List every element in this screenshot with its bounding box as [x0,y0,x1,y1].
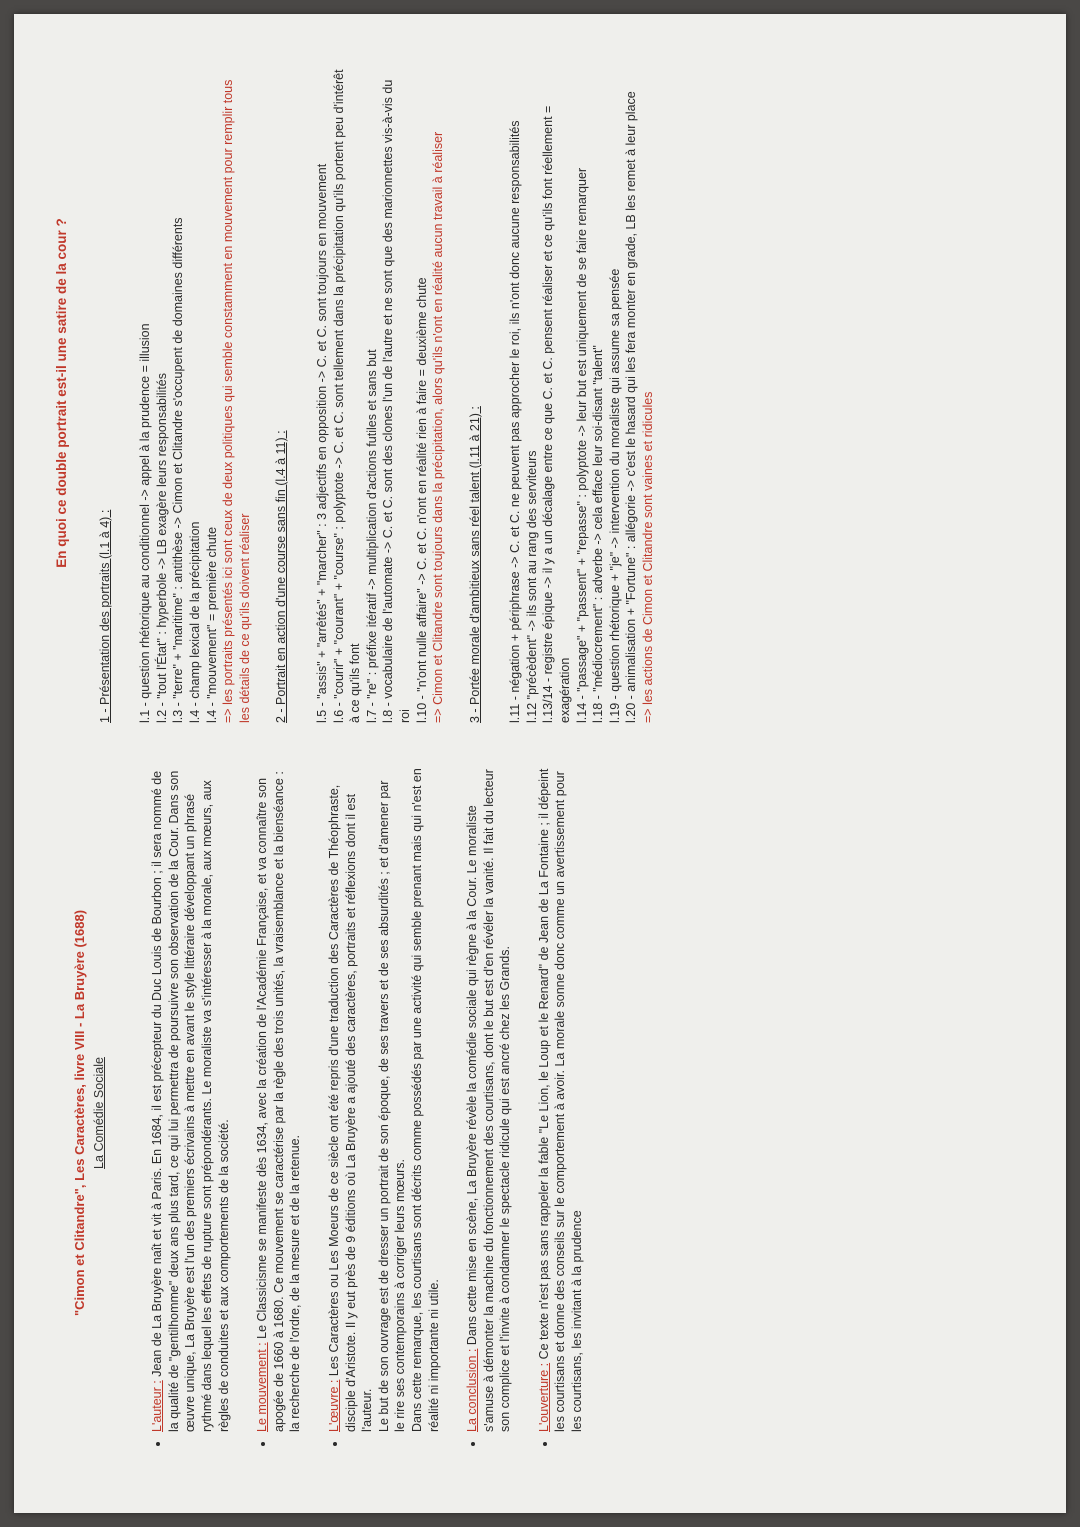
bullet-paragraph: Dans cette remarque, les courtisans sont décrits comme possédés par une activité qui semble prenant mais qui n'est en réalité ni importante ni utile. [409,768,441,1432]
bullet-author [149,768,232,1432]
analysis-line: l.19 - question rhétorique + "je" -> intervention du moraliste qui assume sa pensée [607,268,622,723]
paper-sheet [14,14,1066,1513]
bullet-text: Le Classicisme se manifeste dès 1634, avec la création de l'Académie Française, et va connaître son apogée de 1660 à 1680. Ce mouvement se caractérise par la règle des trois unités, la vraisemblance et la bienséance : la recherche de l'ordre, de la mesure et de la retenue. [255,771,303,1432]
analysis-line: l.5 - "assis" + "arrêtés" + "marcher" : 3 adjectifs en opposition -> C. et C. sont toujours en mouvement [314,163,329,723]
analysis-line: l.18 - "médiocrement" : adverbe -> cela efface leur soi-disant "talent" [591,345,606,723]
section-conclusion: => les actions de Cimon et Clitandre sont vaines et ridicules [641,391,656,723]
section-conclusion: => Cimon et Clitandre sont toujours dans la précipitation, alors qu'ils n'ont en réalité aucun travail à réaliser [431,131,446,723]
right-column [14,63,657,723]
analysis-line: l.6 - "courir" + "courant" + "course" : polyptote -> C. et C. sont tellement dans la précipitation qu'ils portent peu d'intérêt à ce qu'ils font [331,69,363,723]
bullet-paragraph: Le but de son ouvrage est de dresser un portrait de son époque, de ses travers et de ses absurdités ; et d'amener par le rire ses contemporains à corriger leurs mœurs. [376,780,408,1432]
bullet-label: Le mouvement : [255,1342,270,1432]
section-heading: 3 - Portée morale d'ambitieux sans réel talent (l.11 à 21) : [467,406,482,723]
bullet-text: Jean de La Bruyère naît et vit à Paris. En 1684, il est précepteur du Duc Louis de Bourbon ; il sera nommé de la qualité de "gentilhomme" deux ans plus tard, ce qui lui permettra de poursuivre son observation de la Cour. Dans son œuvre unique, La Bruyère est l'un des premiers écrivains à mettre en avant le style littéraire développant un phrasé rythmé dans lequel les effets de rupture sont prépondérants. Le moraliste va s'intéresser à la morale, aux mœurs, aux règles de conduites et aux comportements de la société. [150,770,231,1432]
analysis-line: l.2 - "tout l'État" : hyperbole -> LB exagère leurs responsabilités [154,373,169,723]
analysis-line: l.20 - animalisation + "Fortune" : allégorie -> c'est le hasard qui les fera monter en grade, LB les remet à leur place [624,91,639,723]
analysis-line: l.10 - "n'ont nulle affaire" -> C. et C. n'ont en réalité rien à faire = deuxième chute [414,277,429,723]
section-heading: 1 - Présentation des portraits (l.1 à 4) : [97,509,112,723]
bullet-label: L'œuvre : [326,1379,341,1432]
bullet-text: Dans cette mise en scène, La Bruyère révèle la comédie sociale qui règne à la Cour. Le moraliste s'amuse à démonter la machine du fonctionnement des courtisans, dont le but est d'en révéler la vanité. Il fait du lecteur son complice et l'invite à condamner le spectacle ridicule qui est ancré chez les Grands. [465,769,513,1432]
bullet-work [326,768,442,1432]
analysis-line: l.14 - "passage" + "passent" + "repasse" : polyptote -> leur but est uniquement de se faire remarquer [574,167,589,723]
bullet-movement [254,768,304,1432]
bullet-label: La conclusion : [465,1348,480,1432]
analysis-line: l.8 - vocabulaire de l'automate -> C. et C. sont des clones l'un de l'autre et ne sont que des marionnettes vis-à-vis du roi [381,79,412,723]
bullet-opening [536,768,586,1432]
bullet-text: Les Caractères ou Les Moeurs de ce siècle ont été repris d'une traduction des Caractères de Théophraste, disciple d'Aristote. Il y eut près de 9 éditions où La Bruyère a ajouté des caractères, portraits et réflexions dont il est l'auteur. [326,784,375,1432]
bullet-conclusion [464,768,514,1432]
document-title: "Cimon et Clitandre", Les Caractères, livre VIII - La Bruyère (1688) [72,909,87,1317]
problematic-title: En quoi ce double portrait est-il une satire de la cour ? [54,218,69,568]
document-subtitle: La Comédie Sociale [91,1057,106,1169]
rotated-page [14,14,1066,1513]
bullet-text: Ce texte n'est pas sans rappeler la fable "Le Lion, le Loup et le Renard" de Jean de La Fontaine ; il dépeint les courtisans et donne des conseils sur le comportement à avoir. La morale sonne donc comme un avertissement pour les courtisans, les invitant à la prudence [536,768,585,1432]
section-conclusion: => les portraits présentés ici sont ceux de deux politiques qui semble constamment en mouvement pour remplir tous les détails de ce qu'ils doivent réaliser [221,79,252,723]
analysis-line: l.3 - "terre" + "maritime" : antithèse -> Cimon et Clitandre s'occupent de domaines différents [171,217,186,723]
analysis-line: l.4 - champ lexical de la précipitation [187,521,202,723]
analysis-line: l.12 "précèdent" -> ils sont au rang des serviteurs [524,450,539,723]
analysis-line: l.11 - négation + périphrase -> C. et C. ne peuvent pas approcher le roi, ils n'ont donc aucune responsabilités [508,120,523,723]
analysis-line: l.4 - "mouvement" = première chute [204,526,219,723]
analysis-line: l.13/14 - registre épique -> il y a un décalage entre ce que C. et C. pensent réaliser et ce qu'ils font réellement = exagération [541,105,573,723]
left-column [14,768,608,1458]
analysis-line: l.7 - "re" : préfixe itératif -> multiplication d'actions futiles et sans but [364,349,379,723]
analysis-line: l.1 - question rhétorique au conditionnel -> appel à la prudence = illusion [138,323,153,723]
section-heading: 2 - Portrait en action d'une course sans fin (l.4 à 11) : [274,430,289,723]
bullet-label: L'auteur : [150,1380,165,1432]
context-list [149,768,585,1458]
bullet-label: L'ouverture : [536,1362,551,1432]
